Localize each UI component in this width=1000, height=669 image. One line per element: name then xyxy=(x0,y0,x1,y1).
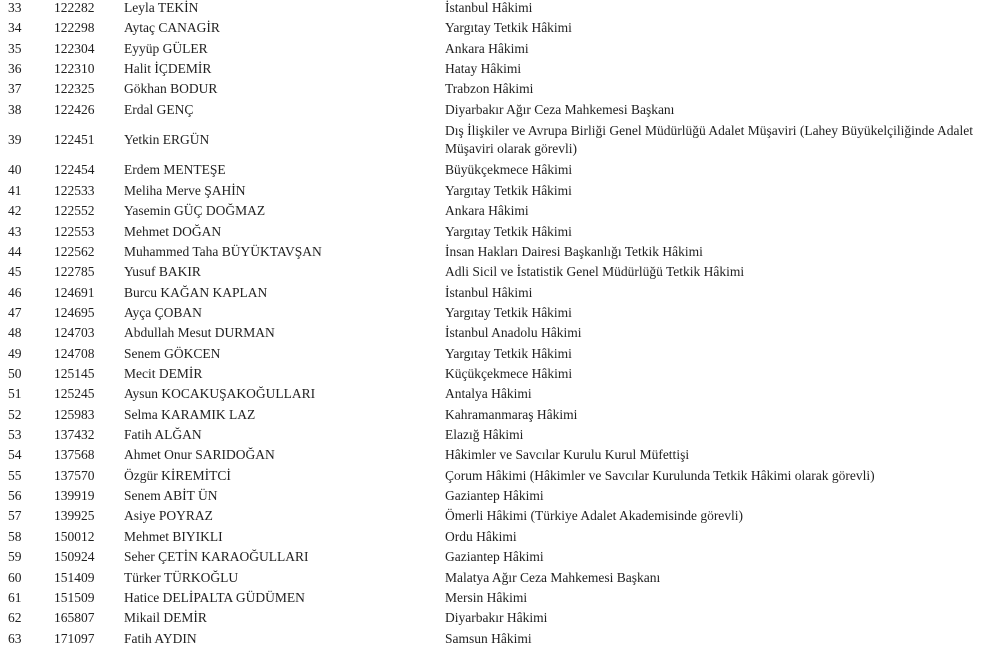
position-title: İstanbul Anadolu Hâkimi xyxy=(445,325,582,341)
registry-number: 122562 xyxy=(54,243,95,259)
registry-number: 122282 xyxy=(54,0,95,15)
person-name: Özgür KİREMİTCİ xyxy=(124,467,231,483)
position-title: Diyarbakır Ağır Ceza Mahkemesi Başkanı xyxy=(445,101,675,117)
row-number: 52 xyxy=(8,406,22,422)
person-name: Asiye POYRAZ xyxy=(124,508,213,524)
person-name: Yasemin GÜÇ DOĞMAZ xyxy=(124,203,266,219)
position-title: Antalya Hâkimi xyxy=(445,386,532,402)
row-number: 49 xyxy=(8,345,22,361)
table-row xyxy=(0,181,1000,201)
position-title: Büyükçekmece Hâkimi xyxy=(445,162,573,178)
table-row xyxy=(0,323,1000,343)
registry-number: 122298 xyxy=(54,20,95,36)
person-name: Burcu KAĞAN KAPLAN xyxy=(124,284,268,300)
table-row xyxy=(0,242,1000,262)
row-number: 59 xyxy=(8,549,22,565)
person-name: Erdem MENTEŞE xyxy=(124,162,226,178)
position-title: Gaziantep Hâkimi xyxy=(445,549,544,565)
table-row xyxy=(0,445,1000,465)
table-row xyxy=(0,629,1000,649)
person-name: Gökhan BODUR xyxy=(124,81,218,97)
table-row xyxy=(0,405,1000,425)
person-name: Abdullah Mesut DURMAN xyxy=(124,325,275,341)
registry-number: 151509 xyxy=(54,589,95,605)
row-number: 41 xyxy=(8,182,22,198)
person-name: Eyyüp GÜLER xyxy=(124,40,208,56)
person-name: Mehmet BIYIKLI xyxy=(124,528,223,544)
row-number: 45 xyxy=(8,264,22,280)
row-number: 61 xyxy=(8,589,22,605)
table-row xyxy=(0,160,1000,180)
row-number: 54 xyxy=(8,447,22,463)
position-title: Yargıtay Tetkik Hâkimi xyxy=(445,304,572,320)
registry-number: 125983 xyxy=(54,406,95,422)
table-row xyxy=(0,283,1000,303)
registry-number: 122304 xyxy=(54,40,95,56)
person-name: Yusuf BAKIR xyxy=(124,264,201,280)
row-number: 37 xyxy=(8,81,22,97)
row-number: 55 xyxy=(8,467,22,483)
position-title: Yargıtay Tetkik Hâkimi xyxy=(445,345,572,361)
registry-number: 124703 xyxy=(54,325,95,341)
row-number: 36 xyxy=(8,61,22,77)
registry-number: 150924 xyxy=(54,549,95,565)
person-name: Muhammed Taha BÜYÜKTAVŞAN xyxy=(124,243,322,259)
person-name: Aytaç CANAGİR xyxy=(124,20,220,36)
registry-number: 150012 xyxy=(54,528,95,544)
table-row xyxy=(0,568,1000,588)
registry-number: 139919 xyxy=(54,488,95,504)
registry-number: 122451 xyxy=(54,132,95,148)
person-name: Seher ÇETİN KARAOĞULLARI xyxy=(124,549,309,565)
row-number: 63 xyxy=(8,630,22,646)
table-row xyxy=(0,120,1000,160)
row-number: 33 xyxy=(8,0,22,15)
registry-number: 125145 xyxy=(54,366,95,381)
person-name: Halit İÇDEMİR xyxy=(124,61,212,77)
position-title: Hâkimler ve Savcılar Kurulu Kurul Müfettişi xyxy=(445,447,690,463)
person-name: Ahmet Onur SARIDOĞAN xyxy=(124,447,275,463)
registry-number: 122785 xyxy=(54,264,95,280)
registry-number: 139925 xyxy=(54,508,95,524)
person-name: Meliha Merve ŞAHİN xyxy=(124,182,246,198)
table-row xyxy=(0,466,1000,486)
position-title: Dış İlişkiler ve Avrupa Birliği Genel Müdürlüğü Adalet Müşaviri (Lahey Büyükelçiliğinde Adalet Müşaviri olarak görevli) xyxy=(445,123,974,157)
registry-number: 151409 xyxy=(54,569,95,585)
row-number: 39 xyxy=(8,132,22,148)
position-title: Hatay Hâkimi xyxy=(445,61,522,77)
table-row xyxy=(0,303,1000,323)
person-name: Senem ABİT ÜN xyxy=(124,488,218,504)
row-number: 62 xyxy=(8,610,22,626)
row-number: 43 xyxy=(8,223,22,239)
position-title: Yargıtay Tetkik Hâkimi xyxy=(445,223,572,239)
position-title: Diyarbakır Hâkimi xyxy=(445,610,548,626)
registry-number: 124708 xyxy=(54,345,95,361)
position-title: Samsun Hâkimi xyxy=(445,630,532,646)
row-number: 38 xyxy=(8,101,22,117)
row-number: 40 xyxy=(8,162,22,178)
person-name: Türker TÜRKOĞLU xyxy=(124,569,239,585)
table-row xyxy=(0,486,1000,506)
position-title: Çorum Hâkimi (Hâkimler ve Savcılar Kurulunda Tetkik Hâkimi olarak görevli) xyxy=(445,467,875,483)
table-row xyxy=(0,425,1000,445)
person-name: Senem GÖKCEN xyxy=(124,345,221,361)
table-row xyxy=(0,384,1000,404)
registry-number: 122552 xyxy=(54,203,95,219)
position-title: İstanbul Hâkimi xyxy=(445,284,533,300)
row-number: 42 xyxy=(8,203,22,219)
registry-number: 122553 xyxy=(54,223,95,239)
person-name: Ayça ÇOBAN xyxy=(124,304,202,320)
table-row xyxy=(0,588,1000,608)
person-name: Hatice DELİPALTA GÜDÜMEN xyxy=(124,589,305,605)
person-name: Mecit DEMİR xyxy=(124,366,203,381)
registry-number: 125245 xyxy=(54,386,95,402)
position-title: Yargıtay Tetkik Hâkimi xyxy=(445,182,572,198)
row-number: 34 xyxy=(8,20,22,36)
table-row xyxy=(0,100,1000,120)
person-name: Erdal GENÇ xyxy=(124,101,194,117)
position-title: Yargıtay Tetkik Hâkimi xyxy=(445,20,572,36)
row-number: 60 xyxy=(8,569,22,585)
table-row xyxy=(0,547,1000,567)
row-number: 46 xyxy=(8,284,22,300)
table-row xyxy=(0,527,1000,547)
table-row xyxy=(0,59,1000,79)
person-name: Mehmet DOĞAN xyxy=(124,223,222,239)
registry-number: 122454 xyxy=(54,162,95,178)
position-title: İstanbul Hâkimi xyxy=(445,0,533,15)
registry-number: 122426 xyxy=(54,101,95,117)
registry-number: 124691 xyxy=(54,284,95,300)
row-number: 47 xyxy=(8,304,22,320)
position-title: Ankara Hâkimi xyxy=(445,203,529,219)
registry-number: 137570 xyxy=(54,467,95,483)
person-name: Fatih AYDIN xyxy=(124,630,197,646)
table-row xyxy=(0,222,1000,242)
table-row xyxy=(0,506,1000,526)
table-row xyxy=(0,39,1000,59)
registry-number: 171097 xyxy=(54,630,95,646)
table-row xyxy=(0,364,1000,384)
person-name: Mikail DEMİR xyxy=(124,610,207,626)
position-title: Kahramanmaraş Hâkimi xyxy=(445,406,578,422)
row-number: 57 xyxy=(8,508,22,524)
registry-number: 137432 xyxy=(54,427,95,442)
position-title: İnsan Hakları Dairesi Başkanlığı Tetkik Hâkimi xyxy=(445,243,703,259)
table-row xyxy=(0,18,1000,38)
position-title: Adli Sicil ve İstatistik Genel Müdürlüğü Tetkik Hâkimi xyxy=(445,264,745,280)
person-name: Fatih ALĞAN xyxy=(124,427,202,442)
position-title: Küçükçekmece Hâkimi xyxy=(445,366,573,381)
row-number: 51 xyxy=(8,386,22,402)
position-title: Malatya Ağır Ceza Mahkemesi Başkanı xyxy=(445,569,661,585)
row-number: 58 xyxy=(8,528,22,544)
registry-number: 122325 xyxy=(54,81,95,97)
row-number: 48 xyxy=(8,325,22,341)
position-title: Gaziantep Hâkimi xyxy=(445,488,544,504)
registry-number: 122310 xyxy=(54,61,95,77)
row-number: 50 xyxy=(8,366,22,381)
person-name: Selma KARAMIK LAZ xyxy=(124,406,256,422)
person-name: Yetkin ERGÜN xyxy=(124,132,210,148)
position-title: Trabzon Hâkimi xyxy=(445,81,534,97)
table-row xyxy=(0,262,1000,282)
row-number: 44 xyxy=(8,243,22,259)
registry-number: 137568 xyxy=(54,447,95,463)
position-title: Elazığ Hâkimi xyxy=(445,427,524,442)
row-number: 53 xyxy=(8,427,22,442)
position-title: Ankara Hâkimi xyxy=(445,40,529,56)
registry-number: 124695 xyxy=(54,304,95,320)
table-row xyxy=(0,0,1000,18)
table-row xyxy=(0,344,1000,364)
person-name: Leyla TEKİN xyxy=(124,0,199,15)
position-title: Ordu Hâkimi xyxy=(445,528,517,544)
position-title: Ömerli Hâkimi (Türkiye Adalet Akademisinde görevli) xyxy=(445,508,744,524)
row-number: 35 xyxy=(8,40,22,56)
table-row xyxy=(0,201,1000,221)
row-number: 56 xyxy=(8,488,22,504)
table-row xyxy=(0,79,1000,99)
registry-number: 165807 xyxy=(54,610,95,626)
registry-number: 122533 xyxy=(54,182,95,198)
position-title: Mersin Hâkimi xyxy=(445,589,528,605)
table-row xyxy=(0,608,1000,628)
person-name: Aysun KOCAKUŞAKOĞULLARI xyxy=(124,386,316,402)
